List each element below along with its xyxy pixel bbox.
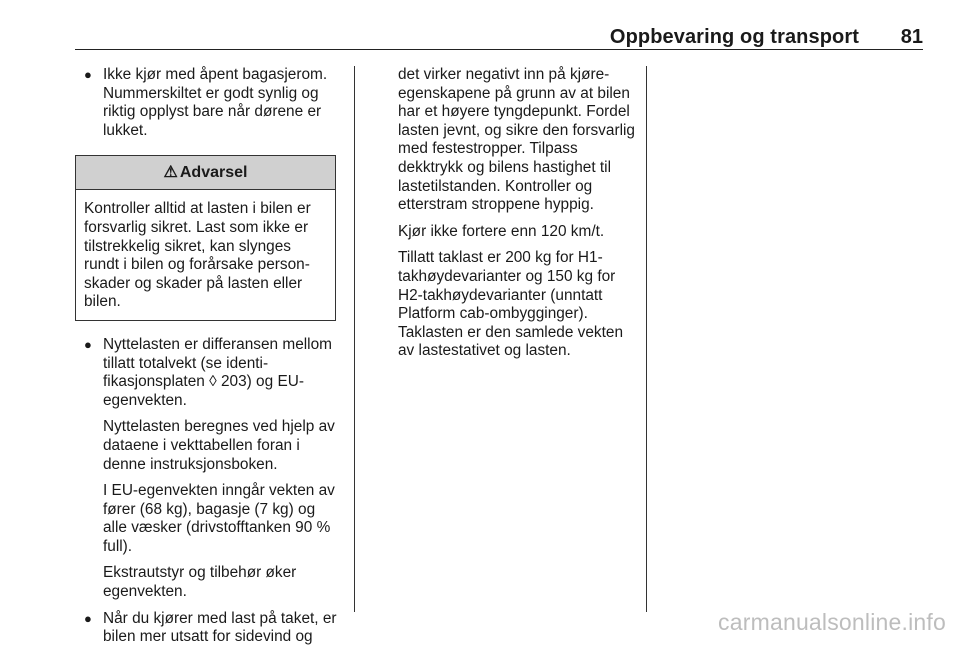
bullet-text: Ikke kjør med åpent bagasjerom. Nummerskiltet er godt synlig og riktig opplyst bare når dørene er lukket. xyxy=(103,66,328,139)
warning-text: Kontroller alltid at lasten i bilen er forsvarlig sikret. Last som ikke er tilstrekkelig sikret, kan slynges rundt i bilen og forårsake personskader og skader på lasten eller bilen. xyxy=(84,200,311,311)
payload-paragraph-4: Ekstrautstyr og tilbehør øker egenvekten. xyxy=(103,564,297,601)
column-divider-right xyxy=(646,66,647,612)
bullet-dot: ● xyxy=(84,610,92,626)
payload-paragraph-1 xyxy=(103,336,340,410)
left-column xyxy=(78,66,340,647)
bullet-item-trunk xyxy=(78,66,340,140)
payload-text-a: Nyttelasten er differansen mellom tillatt totalvekt (se identifikasjonsplaten xyxy=(103,335,332,391)
bullet-dot: ● xyxy=(84,67,92,82)
bullet-item-roof-load xyxy=(78,610,340,647)
warning-header xyxy=(76,156,335,190)
warning-triangle-icon: ⚠ xyxy=(163,164,178,182)
payload-paragraph-2: Nyttelasten beregnes ved hjelp av dataene i vekttabellen foran i denne instruksjonsboken. xyxy=(103,418,335,473)
warning-title: Advarsel xyxy=(179,164,248,182)
bullet-item-payload xyxy=(78,336,340,602)
bullet-dot: ● xyxy=(84,336,92,352)
column-divider-left xyxy=(354,66,355,612)
section-title: Oppbevaring og transport xyxy=(609,26,859,48)
middle-column xyxy=(398,66,638,369)
page-reference-arrow-icon[interactable]: ◊ xyxy=(209,373,217,391)
payload-paragraph-3: I EU-egenvekten inngår vekten av fører (68 kg), bagasje (7 kg) og alle væsker (drivstofftanken 90 % full). xyxy=(103,482,335,555)
warning-box xyxy=(75,155,336,321)
payload-text-b: 203) og EU-egenvekten. xyxy=(103,373,304,409)
roof-load-continuation: det virker negativt inn på kjøreegenskapene på grunn av at bilen har et høyere tyngdepunkt. Fordel lasten jevnt, og sikre den forsvarlig med festestropper. Tilpass dekktrykk og bilens hastighet til lastetilstanden. Kontroller og etterstram stroppene hyppig. xyxy=(398,66,635,214)
speed-limit-text: Kjør ikke fortere enn 120 km/t. xyxy=(398,222,605,240)
page-header xyxy=(75,26,923,48)
page-number: 81 xyxy=(900,26,923,48)
roof-load-limits: Tillatt taklast er 200 kg for H1-takhøydevarianter og 150 kg for H2-takhøydevarianter (unntatt Platform cab-ombygginger). Taklasten er den samlede vekten av lastestativet og lasten. xyxy=(398,249,624,360)
watermark: carmanualsonline.info xyxy=(718,609,946,635)
header-rule xyxy=(75,49,923,50)
bullet-text: Når du kjører med last på taket, er bilen mer utsatt for sidevind og xyxy=(103,609,337,646)
